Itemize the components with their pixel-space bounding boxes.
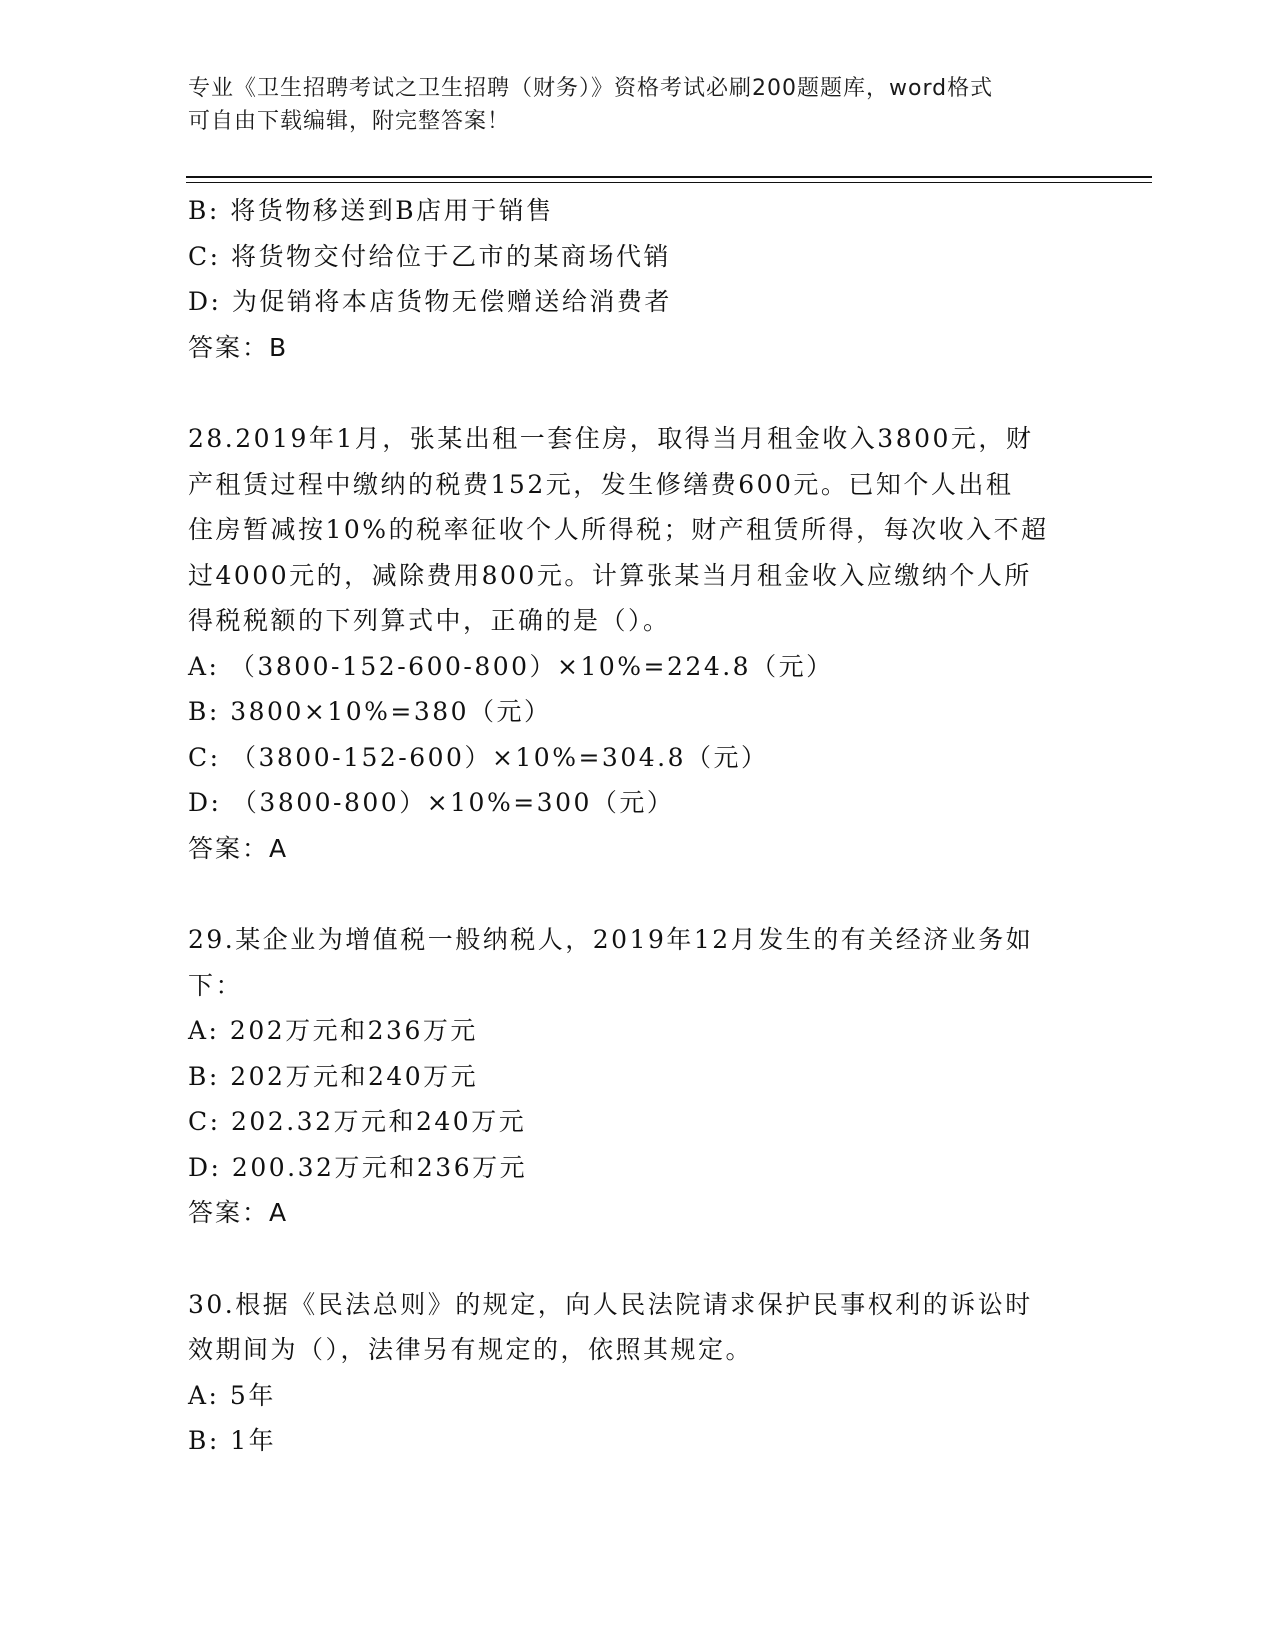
option-a: A: 5年	[188, 1380, 276, 1410]
spacer	[188, 871, 1088, 917]
option-a: A: 202万元和236万元	[188, 1016, 478, 1045]
question-stem-line: 住房暂减按10%的税率征收个人所得税；财产租赁所得，每次收入不超	[188, 515, 1049, 544]
question-stem-line: 产租赁过程中缴纳的税费152元，发生修缮费600元。已知个人出租	[188, 469, 1014, 499]
option-c: C: 202.32万元和240万元	[188, 1107, 527, 1136]
question-stem-line: 29.某企业为增值税一般纳税人，2019年12月发生的有关经济业务如	[188, 925, 1034, 954]
header-divider-thin	[186, 182, 1152, 183]
header-divider-thick	[186, 176, 1152, 178]
header-line-2: 可自由下载编辑，附完整答案！	[188, 109, 511, 134]
option-b: B: 202万元和240万元	[188, 1061, 479, 1091]
option-b: B: 1年	[188, 1426, 277, 1455]
question-stem-line: 得税税额的下列算式中，正确的是（）。	[188, 606, 671, 635]
option-c: C: 将货物交付给位于乙市的某商场代销	[188, 241, 671, 271]
question-28	[188, 416, 1088, 871]
option-b: B: 3800×10%=380（元）	[188, 697, 552, 726]
question-30	[188, 1282, 1088, 1464]
question-27-tail	[188, 188, 1088, 370]
question-stem-line: 下：	[188, 970, 244, 1000]
option-b: B: 将货物移送到B店用于销售	[188, 196, 554, 225]
answer-line: 答案：A	[188, 833, 289, 863]
question-stem-line: 30.根据《民法总则》的规定，向人民法院请求保护民事权利的诉讼时	[188, 1289, 1033, 1319]
spacer	[188, 1236, 1088, 1282]
document-header	[188, 72, 1088, 138]
option-d: D: 200.32万元和236万元	[188, 1152, 528, 1182]
spacer	[188, 370, 1088, 416]
question-29	[188, 917, 1088, 1236]
question-stem-line: 28.2019年1月，张某出租一套住房，取得当月租金收入3800元，财	[188, 424, 1034, 453]
option-d: D: （3800-800）×10%=300（元）	[188, 788, 675, 817]
question-stem-line: 过4000元的，减除费用800元。计算张某当月租金收入应缴纳个人所	[188, 560, 1032, 590]
answer-line: 答案：A	[188, 1198, 289, 1227]
option-a: A: （3800-152-600-800）×10%=224.8（元）	[188, 651, 834, 681]
question-content	[188, 188, 1088, 1464]
question-stem-line: 效期间为（），法律另有规定的，依照其规定。	[188, 1335, 754, 1364]
header-line-1: 专业《卫生招聘考试之卫生招聘（财务）》资格考试必刷200题题库，word格式	[188, 76, 994, 101]
answer-line: 答案：B	[188, 332, 289, 362]
option-c: C: （3800-152-600）×10%=304.8（元）	[188, 742, 769, 772]
option-d: D: 为促销将本店货物无偿赠送给消费者	[188, 287, 672, 316]
